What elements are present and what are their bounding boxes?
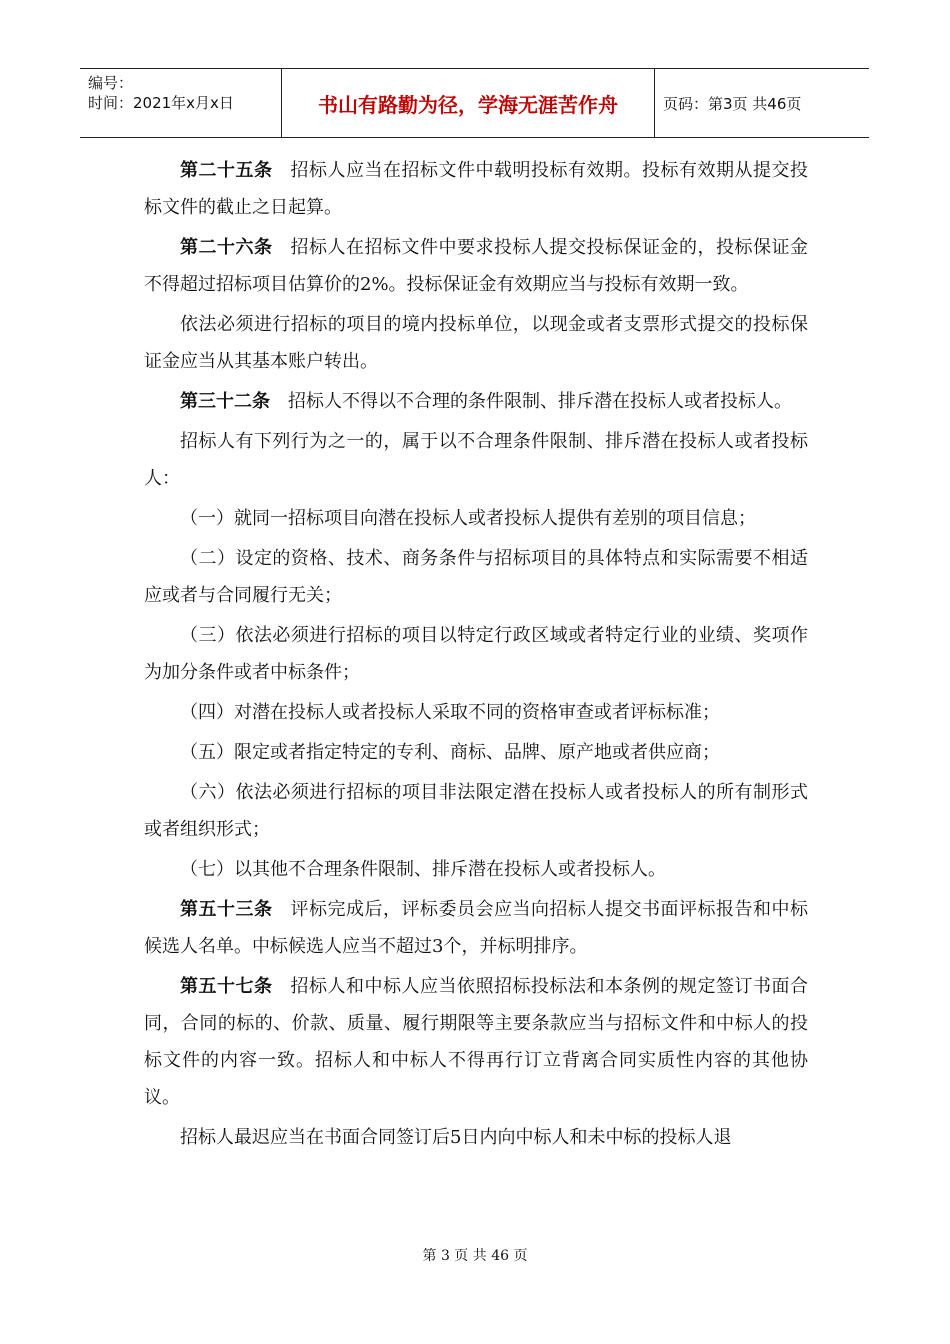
paragraph (144, 968, 808, 1116)
paragraph-text: 招标人在招标文件中要求投标人提交投标保证金的，投标保证金不得超过招标项目估算价的2%。投标保证金有效期应当与投标有效期一致。 (144, 237, 808, 295)
paragraph-text: 招标人应当在招标文件中载明投标有效期。投标有效期从提交投标文件的截止之日起算。 (144, 160, 808, 218)
paragraph (144, 891, 808, 965)
paragraph (144, 383, 808, 420)
paragraph-text: 招标人最迟应当在书面合同签订后5日内向中标人和未中标的投标人退 (180, 1127, 732, 1148)
paragraph (144, 423, 808, 497)
paragraph (144, 152, 808, 226)
document-number-label: 编号： (88, 74, 134, 92)
document-body (144, 152, 808, 1156)
paragraph-text: （一）就同一招标项目向潜在投标人或者投标人提供有差别的项目信息； (180, 508, 756, 529)
paragraph (144, 774, 808, 848)
article-number: 第二十六条 (180, 237, 273, 258)
header-page-info: 页码：第3页 共46页 (663, 94, 802, 113)
paragraph-text: 招标人有下列行为之一的，属于以不合理条件限制、排斥潜在投标人或者投标人： (144, 431, 808, 489)
paragraph-text: 招标人不得以不合理的条件限制、排斥潜在投标人或者投标人。 (288, 391, 792, 412)
article-number: 第二十五条 (180, 160, 273, 181)
paragraph-text: （二）设定的资格、技术、商务条件与招标项目的具体特点和实际需要不相适应或者与合同履行无关； (144, 548, 808, 606)
document-date: 时间：2021年x月x日 (88, 94, 234, 112)
article-number: 第五十三条 (180, 899, 273, 920)
paragraph-text: 评标完成后，评标委员会应当向招标人提交书面评标报告和中标候选人名单。中标候选人应当不超过3个，并标明排序。 (144, 899, 808, 957)
paragraph-text: （四）对潜在投标人或者投标人采取不同的资格审查或者评标标准； (180, 702, 720, 723)
paragraph (144, 851, 808, 888)
header-motto: 书山有路勤为径，学海无涯苦作舟 (282, 69, 655, 137)
paragraph (144, 500, 808, 537)
paragraph-text: （三）依法必须进行招标的项目以特定行政区域或者特定行业的业绩、奖项作为加分条件或者中标条件； (144, 625, 808, 683)
paragraph (144, 617, 808, 691)
article-number: 第三十二条 (180, 391, 270, 412)
page-header (80, 68, 869, 138)
paragraph-text: 招标人和中标人应当依照招标投标法和本条例的规定签订书面合同，合同的标的、价款、质量、履行期限等主要条款应当与招标文件和中标人的投标文件的内容一致。招标人和中标人不得再行订立背离合同实质性内容的其他协议。 (144, 976, 808, 1108)
header-meta (80, 69, 282, 137)
paragraph (144, 734, 808, 771)
paragraph (144, 306, 808, 380)
paragraph (144, 1119, 808, 1156)
paragraph-text: （七）以其他不合理条件限制、排斥潜在投标人或者投标人。 (180, 859, 666, 880)
page-footer: 第 3 页 共 46 页 (422, 1248, 528, 1264)
article-number: 第五十七条 (180, 976, 273, 997)
paragraph-text: （六）依法必须进行招标的项目非法限定潜在投标人或者投标人的所有制形式或者组织形式； (144, 782, 808, 840)
paragraph-text: 依法必须进行招标的项目的境内投标单位，以现金或者支票形式提交的投标保证金应当从其基本账户转出。 (144, 314, 808, 372)
paragraph (144, 229, 808, 303)
paragraph (144, 694, 808, 731)
paragraph-text: （五）限定或者指定特定的专利、商标、品牌、原产地或者供应商； (180, 742, 720, 763)
paragraph (144, 540, 808, 614)
